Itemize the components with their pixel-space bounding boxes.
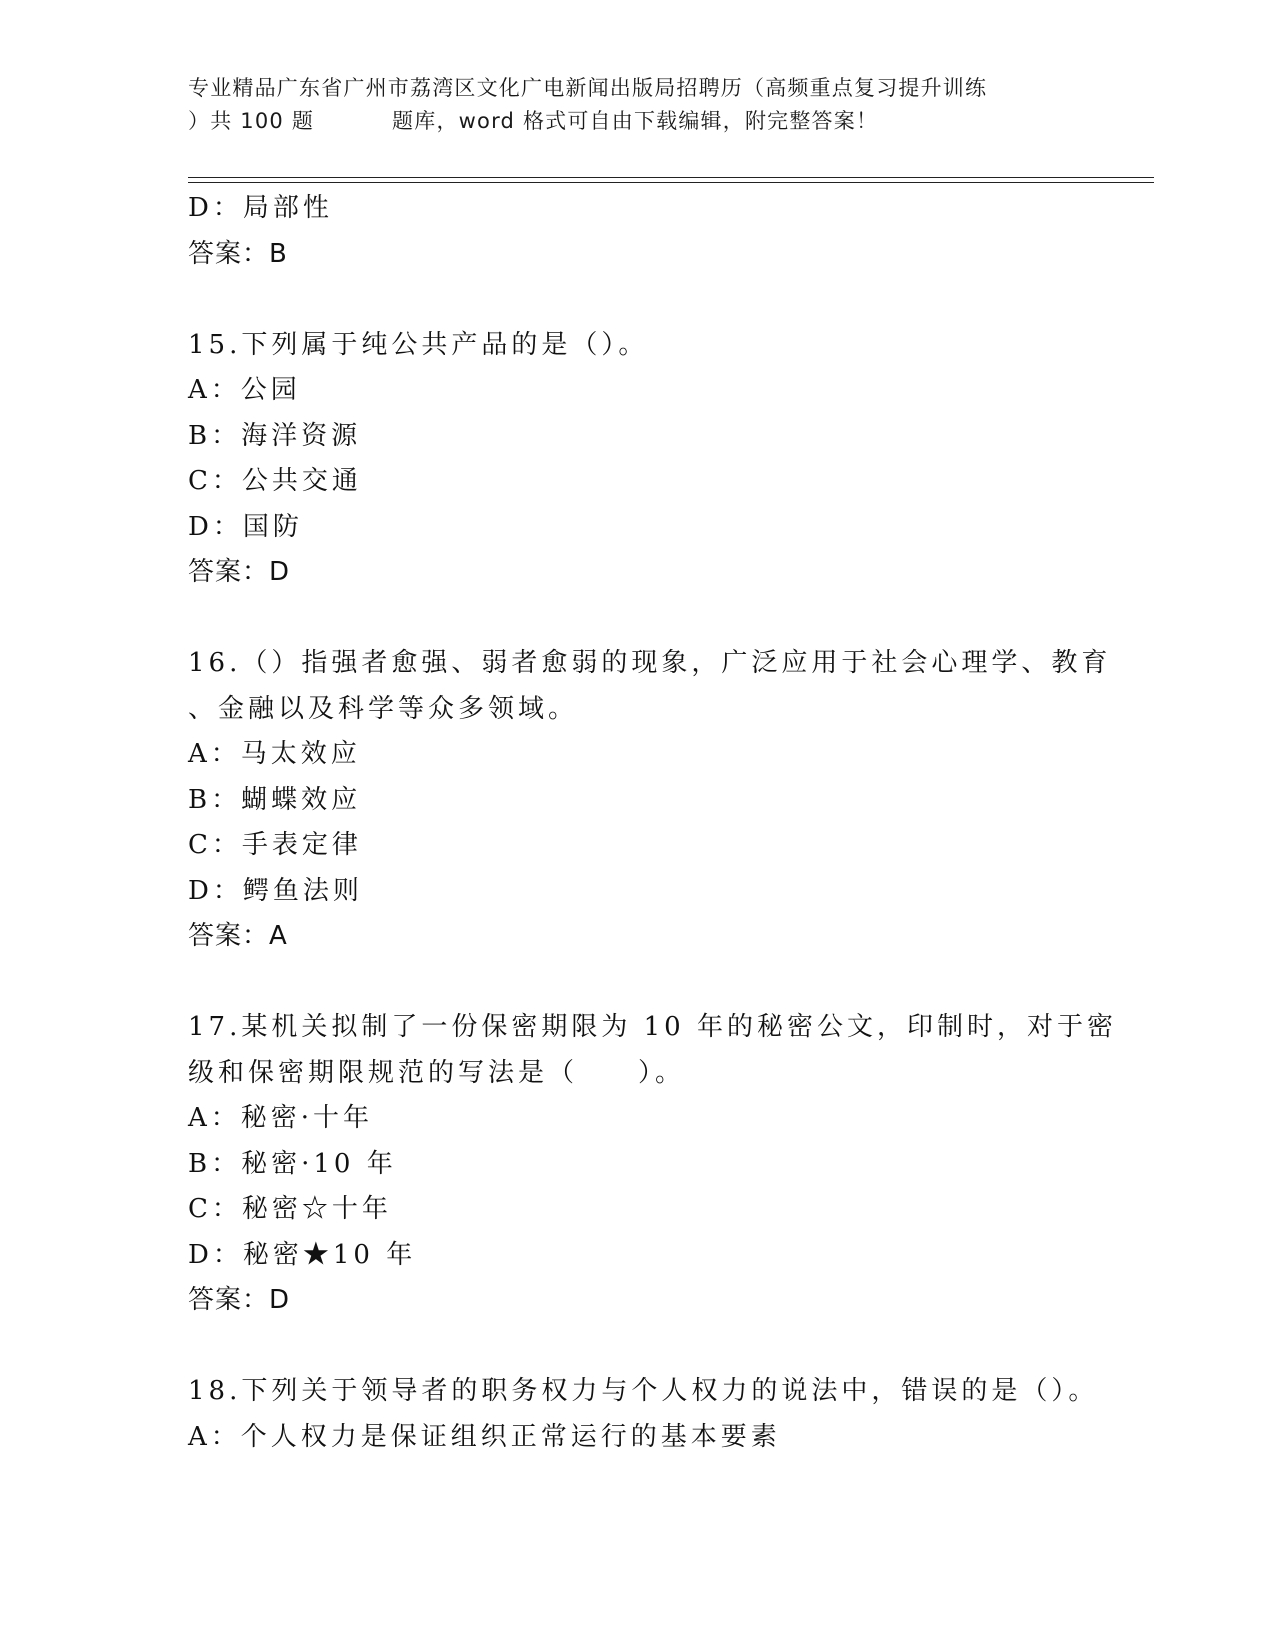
- answer-line: 答案：D: [188, 557, 291, 587]
- option-line: D：秘密★10 年: [188, 1239, 417, 1270]
- option-line: D：局部性: [188, 193, 333, 223]
- blank-line: [188, 277, 1108, 323]
- option-line: B：蝴蝶效应: [188, 784, 362, 815]
- question-line: 16.（）指强者愈强、弱者愈弱的现象，广泛应用于社会心理学、教育: [188, 648, 1112, 678]
- option-line: A：秘密·十年: [188, 1103, 374, 1133]
- header-line-2-part-b: 题库，word 格式可自由下载编辑，附完整答案！: [392, 109, 879, 133]
- header-line-2-part-a: ）共 100 题: [188, 109, 315, 133]
- option-line: A：公园: [188, 375, 301, 405]
- question-line: 17.某机关拟制了一份保密期限为 10 年的秘密公文，印制时，对于密: [188, 1012, 1117, 1042]
- header-line-1: 专业精品广东省广州市荔湾区文化广电新闻出版局招聘历（高频重点复习提升训练: [188, 76, 988, 100]
- blank-line: [188, 960, 1108, 1006]
- option-line: C：手表定律: [188, 830, 362, 860]
- option-line: C：秘密☆十年: [188, 1194, 392, 1224]
- option-line: B：秘密·10 年: [188, 1148, 397, 1179]
- header-line-2: [188, 105, 1088, 138]
- question-line: 级和保密期限规范的写法是（ ）。: [188, 1057, 686, 1088]
- document-body: [188, 186, 1117, 1460]
- blank-line: [188, 596, 1108, 642]
- option-line: A：个人权力是保证组织正常运行的基本要素: [188, 1421, 781, 1452]
- answer-line: 答案：B: [188, 238, 288, 269]
- page-header: [188, 72, 1088, 138]
- question-line: 、金融以及科学等众多领域。: [188, 693, 579, 724]
- header-rule-top: [188, 177, 1154, 178]
- question-line: 18.下列关于领导者的职务权力与个人权力的说法中，错误的是（）。: [188, 1376, 1099, 1406]
- question-line: 15.下列属于纯公共产品的是（）。: [188, 329, 649, 360]
- option-line: A：马太效应: [188, 739, 361, 769]
- option-line: C：公共交通: [188, 466, 362, 496]
- answer-line: 答案：D: [188, 1285, 291, 1315]
- option-line: B：海洋资源: [188, 420, 362, 451]
- option-line: D：国防: [188, 511, 303, 542]
- option-line: D：鳄鱼法则: [188, 875, 363, 906]
- header-rule-bottom: [188, 182, 1154, 183]
- answer-line: 答案：A: [188, 921, 288, 951]
- blank-line: [188, 1324, 1108, 1370]
